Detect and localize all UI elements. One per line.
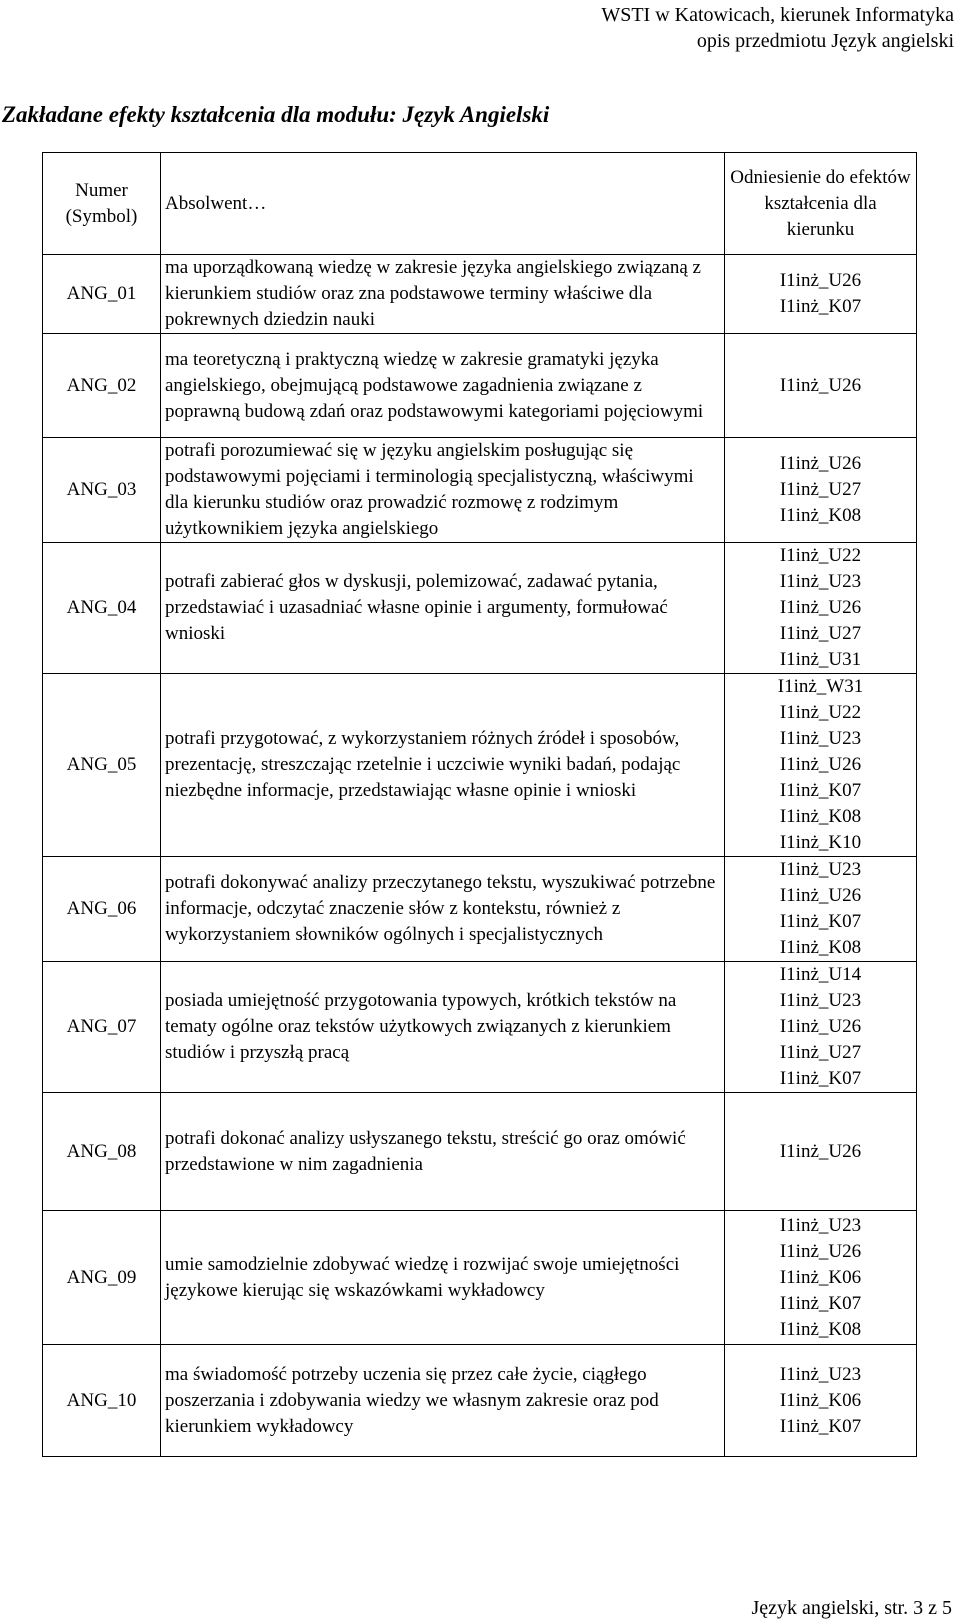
table-row [43, 438, 917, 543]
reference-code: I1inż_U23 [779, 728, 862, 749]
reference-code: I1inż_U26 [779, 597, 862, 618]
reference-code: I1inż_K07 [779, 1292, 862, 1314]
table-row [43, 1093, 917, 1211]
table-row [43, 255, 917, 334]
outcome-id: ANG_09 [43, 1211, 161, 1345]
reference-code: I1inż_U14 [779, 964, 862, 985]
reference-code: I1inż_U26 [779, 1240, 862, 1262]
table-header-row [43, 153, 917, 255]
outcome-description: potrafi dokonać analizy usłyszanego tekstu, streścić go oraz omówić przedstawione w nim zagadnienia [161, 1093, 725, 1211]
header-number: Numer (Symbol) [43, 153, 161, 255]
page-footer: Język angielski, str. 3 z 5 [751, 1597, 952, 1619]
reference-code: I1inż_K07 [779, 780, 862, 801]
reference-code: I1inż_U23 [779, 571, 862, 592]
reference-code: I1inż_U26 [779, 453, 862, 474]
reference-code: I1inż_U27 [779, 479, 862, 500]
reference-code: I1inż_U26 [779, 374, 862, 396]
outcome-id: ANG_05 [43, 674, 161, 857]
reference-code: I1inż_K08 [779, 937, 862, 958]
reference-code: I1inż_U26 [779, 1016, 862, 1037]
outcome-description: ma świadomość potrzeby uczenia się przez całe życie, ciągłego poszerzania i zdobywania wiedzy we własnym zakresie oraz pod kierunkiem wykładowcy [161, 1345, 725, 1457]
outcome-description: posiada umiejętność przygotowania typowych, krótkich tekstów na tematy ogólne oraz tekstów użytkowych związanych z kierunkiem studiów i przyszłą pracą [161, 962, 725, 1093]
outcome-id: ANG_01 [43, 255, 161, 334]
page-header [601, 2, 954, 54]
table-row [43, 1211, 917, 1345]
outcome-references [725, 1093, 917, 1211]
outcome-id: ANG_02 [43, 334, 161, 438]
reference-code: I1inż_K10 [779, 832, 862, 853]
reference-code: I1inż_U23 [779, 859, 862, 880]
reference-code: I1inż_U23 [779, 1363, 862, 1385]
table-row [43, 857, 917, 962]
outcome-references [725, 334, 917, 438]
reference-code: I1inż_K06 [779, 1266, 862, 1288]
header-description: Absolwent… [161, 153, 725, 255]
reference-code: I1inż_U26 [779, 885, 862, 906]
reference-code: I1inż_U22 [779, 545, 862, 566]
table-row [43, 962, 917, 1093]
outcome-references [725, 1211, 917, 1345]
reference-code: I1inż_U27 [779, 1042, 862, 1063]
reference-code: I1inż_K08 [779, 806, 862, 827]
table-row [43, 674, 917, 857]
outcome-references [725, 1345, 917, 1457]
outcome-description: umie samodzielnie zdobywać wiedzę i rozwijać swoje umiejętności językowe kierując się wskazówkami wykładowcy [161, 1211, 725, 1345]
header-institution: WSTI w Katowicach, kierunek Informatyka [601, 4, 954, 26]
reference-code: I1inż_K07 [779, 1068, 862, 1089]
reference-code: I1inż_K08 [779, 1318, 862, 1340]
outcome-description: potrafi przygotować, z wykorzystaniem różnych źródeł i sposobów, prezentację, streszczając rzetelnie i uczciwie wyniki badań, podając niezbędne informacje, przedstawiając własne opinie i wnioski [161, 674, 725, 857]
outcome-description: ma teoretyczną i praktyczną wiedzę w zakresie gramatyki języka angielskiego, obejmującą podstawowe zagadnienia związane z poprawną budową zdań oraz podstawowymi kategoriami pojęciowymi [161, 334, 725, 438]
outcome-id: ANG_10 [43, 1345, 161, 1457]
table-row [43, 1345, 917, 1457]
outcome-description: potrafi zabierać głos w dyskusji, polemizować, zadawać pytania, przedstawiać i uzasadniać własne opinie i argumenty, formułować wnioski [161, 543, 725, 674]
reference-code: I1inż_U31 [779, 649, 862, 670]
reference-code: I1inż_U23 [779, 1214, 862, 1236]
outcome-references [725, 543, 917, 674]
reference-code: I1inż_K06 [779, 1389, 862, 1411]
reference-code: I1inż_K07 [779, 1415, 862, 1437]
table-row [43, 334, 917, 438]
table-row [43, 543, 917, 674]
reference-code: I1inż_U26 [779, 270, 862, 291]
section-title: Zakładane efekty kształcenia dla modułu: Język Angielski [2, 102, 550, 127]
reference-code: I1inż_U23 [779, 990, 862, 1011]
outcome-references [725, 255, 917, 334]
learning-outcomes-table [42, 152, 917, 1457]
outcome-references [725, 438, 917, 543]
outcome-id: ANG_04 [43, 543, 161, 674]
outcome-id: ANG_03 [43, 438, 161, 543]
outcome-references [725, 857, 917, 962]
outcome-references [725, 674, 917, 857]
reference-code: I1inż_U26 [779, 1140, 862, 1162]
outcome-references [725, 962, 917, 1093]
outcome-id: ANG_07 [43, 962, 161, 1093]
outcome-description: ma uporządkowaną wiedzę w zakresie języka angielskiego związaną z kierunkiem studiów oraz zna podstawowe terminy właściwe dla pokrewnych dziedzin nauki [161, 255, 725, 334]
reference-code: I1inż_K08 [779, 505, 862, 526]
reference-code: I1inż_U22 [779, 702, 862, 723]
reference-code: I1inż_U27 [779, 623, 862, 644]
reference-code: I1inż_K07 [779, 911, 862, 932]
reference-code: I1inż_W31 [777, 676, 864, 697]
header-reference: Odniesienie do efektów kształcenia dla kierunku [725, 153, 917, 255]
outcome-description: potrafi dokonywać analizy przeczytanego tekstu, wyszukiwać potrzebne informacje, odczytać znaczenie słów z kontekstu, również z wykorzystaniem słowników ogólnych i specjalistycznych [161, 857, 725, 962]
header-subject: opis przedmiotu Język angielski [696, 30, 954, 52]
outcome-id: ANG_06 [43, 857, 161, 962]
reference-code: I1inż_U26 [779, 754, 862, 775]
outcome-description: potrafi porozumiewać się w języku angielskim posługując się podstawowymi pojęciami i terminologią specjalistyczną, właściwymi dla kierunku studiów oraz prowadzić rozmowę z rodzimym użytkownikiem języka angielskiego [161, 438, 725, 543]
reference-code: I1inż_K07 [779, 296, 862, 317]
outcome-id: ANG_08 [43, 1093, 161, 1211]
